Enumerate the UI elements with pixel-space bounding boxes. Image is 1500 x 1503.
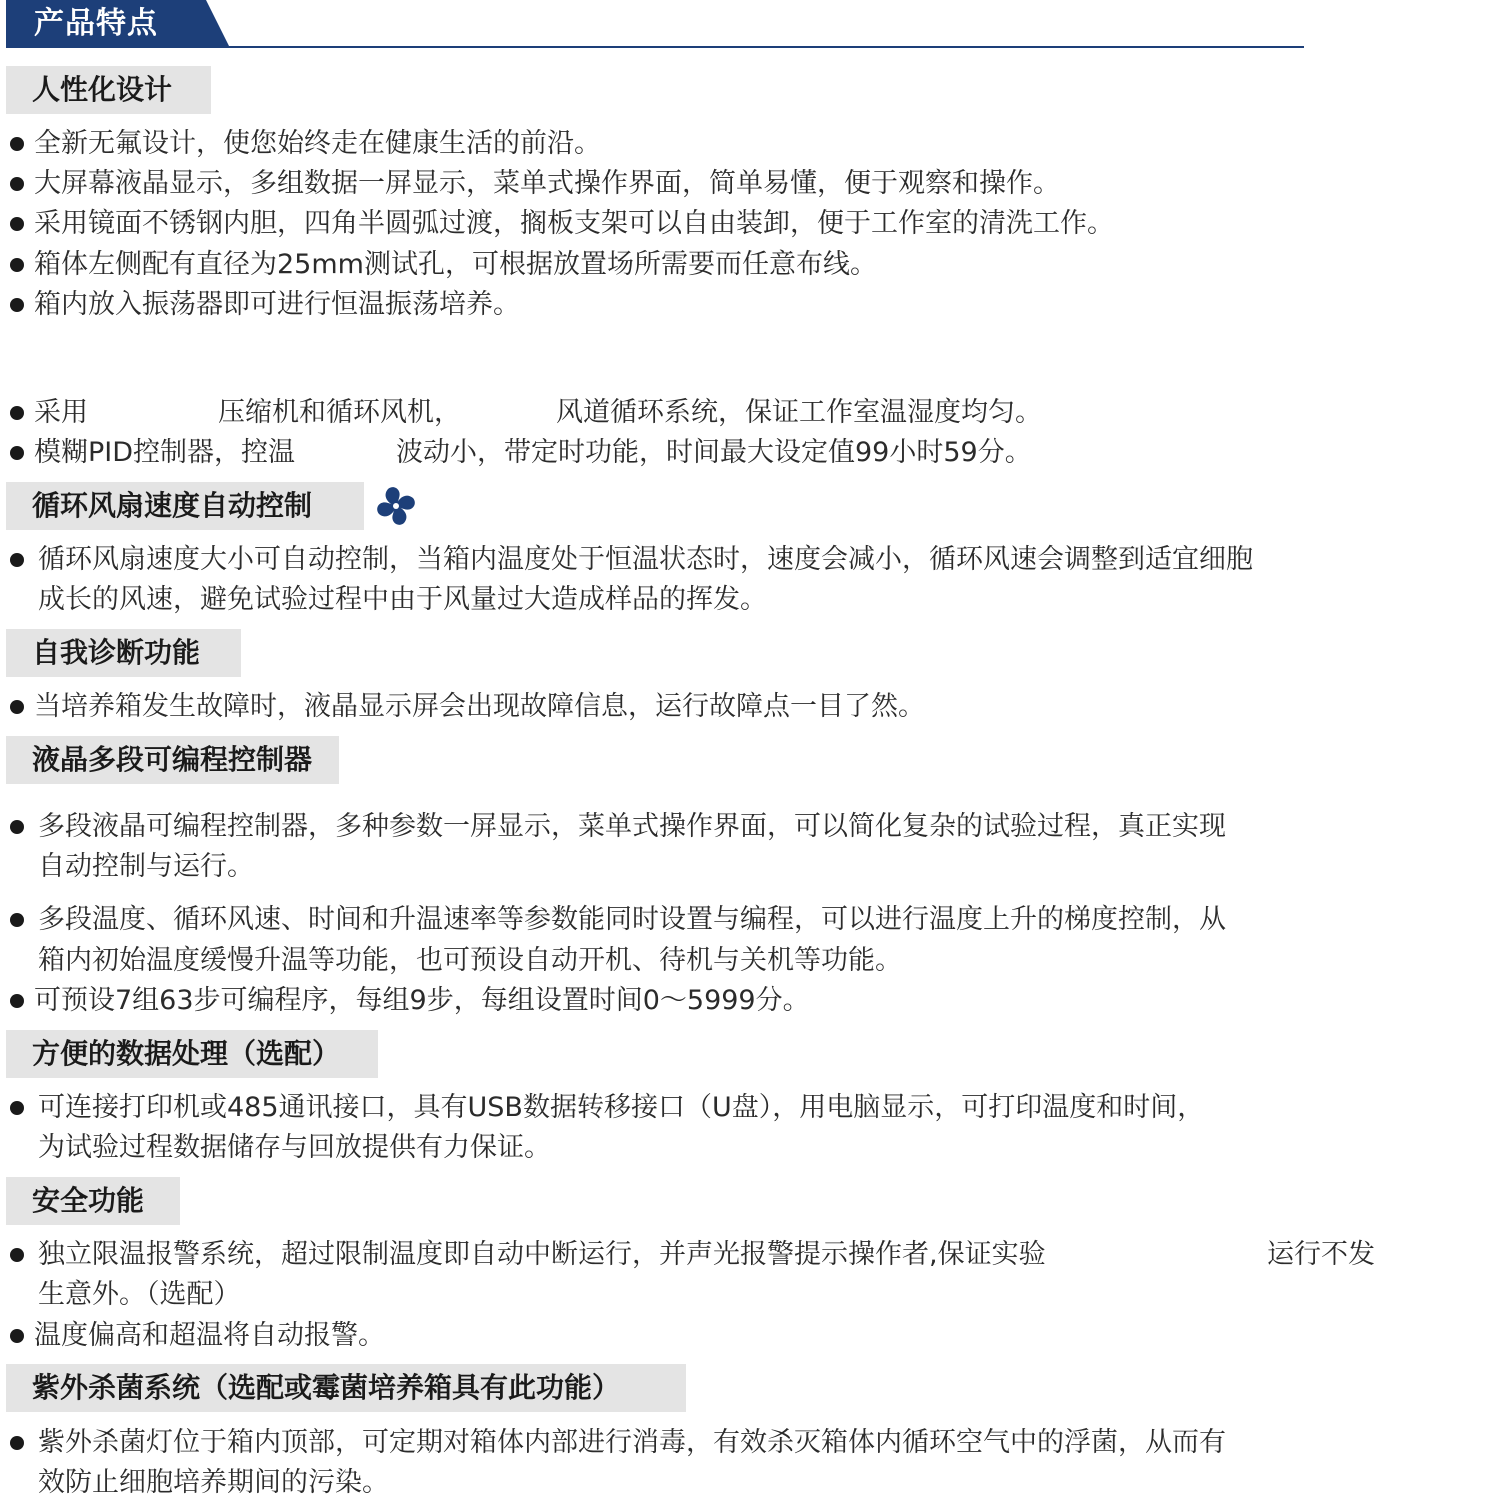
section-title: 自我诊断功能 — [32, 636, 201, 669]
list-item-continuation: 生意外。（选配） — [38, 1279, 241, 1310]
section-title: 循环风扇速度自动控制 — [32, 489, 313, 522]
section-title: 安全功能 — [32, 1184, 145, 1217]
section-title: 人性化设计 — [32, 73, 173, 106]
list-item: 独立限温报警系统，超过限制温度即自动中断运行，并声光报警提示操作者,保证实验 运行不发 — [6, 1235, 1406, 1275]
section-header-fan — [6, 482, 364, 530]
list-item-continuation: 效防止细胞培养期间的污染。 — [38, 1467, 389, 1498]
fan-icon — [374, 484, 418, 528]
section-header-data — [6, 1030, 378, 1078]
section-title: 紫外杀菌系统（选配或霉菌培养箱具有此功能） — [32, 1371, 621, 1404]
list-item-continuation: 自动控制与运行。 — [38, 851, 254, 882]
bullet-icon — [10, 406, 24, 420]
bullet-icon — [10, 1101, 24, 1115]
section-title: 方便的数据处理（选配） — [32, 1037, 341, 1070]
list-item: 模糊PID控制器，控温 波动小，带定时功能，时间最大设定值99小时59分。 — [6, 433, 1206, 473]
bullet-icon — [10, 1329, 24, 1343]
title-divider — [6, 46, 1304, 48]
list-item-continuation: 成长的风速，避免试验过程中由于风量过大造成样品的挥发。 — [38, 584, 767, 615]
bullet-icon — [10, 1248, 24, 1262]
bullet-icon — [10, 298, 24, 312]
page-title: 产品特点 — [34, 6, 158, 41]
bullet-icon — [10, 217, 24, 231]
section-header-humanized — [6, 66, 211, 114]
section-header-diagnosis — [6, 629, 241, 677]
bullet-icon — [10, 1436, 24, 1450]
list-item-continuation: 箱内初始温度缓慢升温等功能，也可预设自动开机、待机与关机等功能。 — [38, 945, 902, 976]
bullet-icon — [10, 137, 24, 151]
list-item-continuation: 为试验过程数据储存与回放提供有力保证。 — [38, 1132, 551, 1163]
bullet-icon — [10, 700, 24, 714]
bullet-icon — [10, 553, 24, 567]
bullet-icon — [10, 177, 24, 191]
bullet-icon — [10, 913, 24, 927]
section-header-controller — [6, 736, 339, 784]
section-title: 液晶多段可编程控制器 — [32, 743, 313, 776]
bullet-icon — [10, 820, 24, 834]
section-header-uv — [6, 1364, 686, 1412]
list-item: 采用 压缩机和循环风机， 风道循环系统，保证工作室温湿度均匀。 — [6, 393, 1206, 433]
bullet-icon — [10, 446, 24, 460]
bullet-icon — [10, 258, 24, 272]
bullet-icon — [10, 994, 24, 1008]
section-header-safety — [6, 1177, 180, 1225]
